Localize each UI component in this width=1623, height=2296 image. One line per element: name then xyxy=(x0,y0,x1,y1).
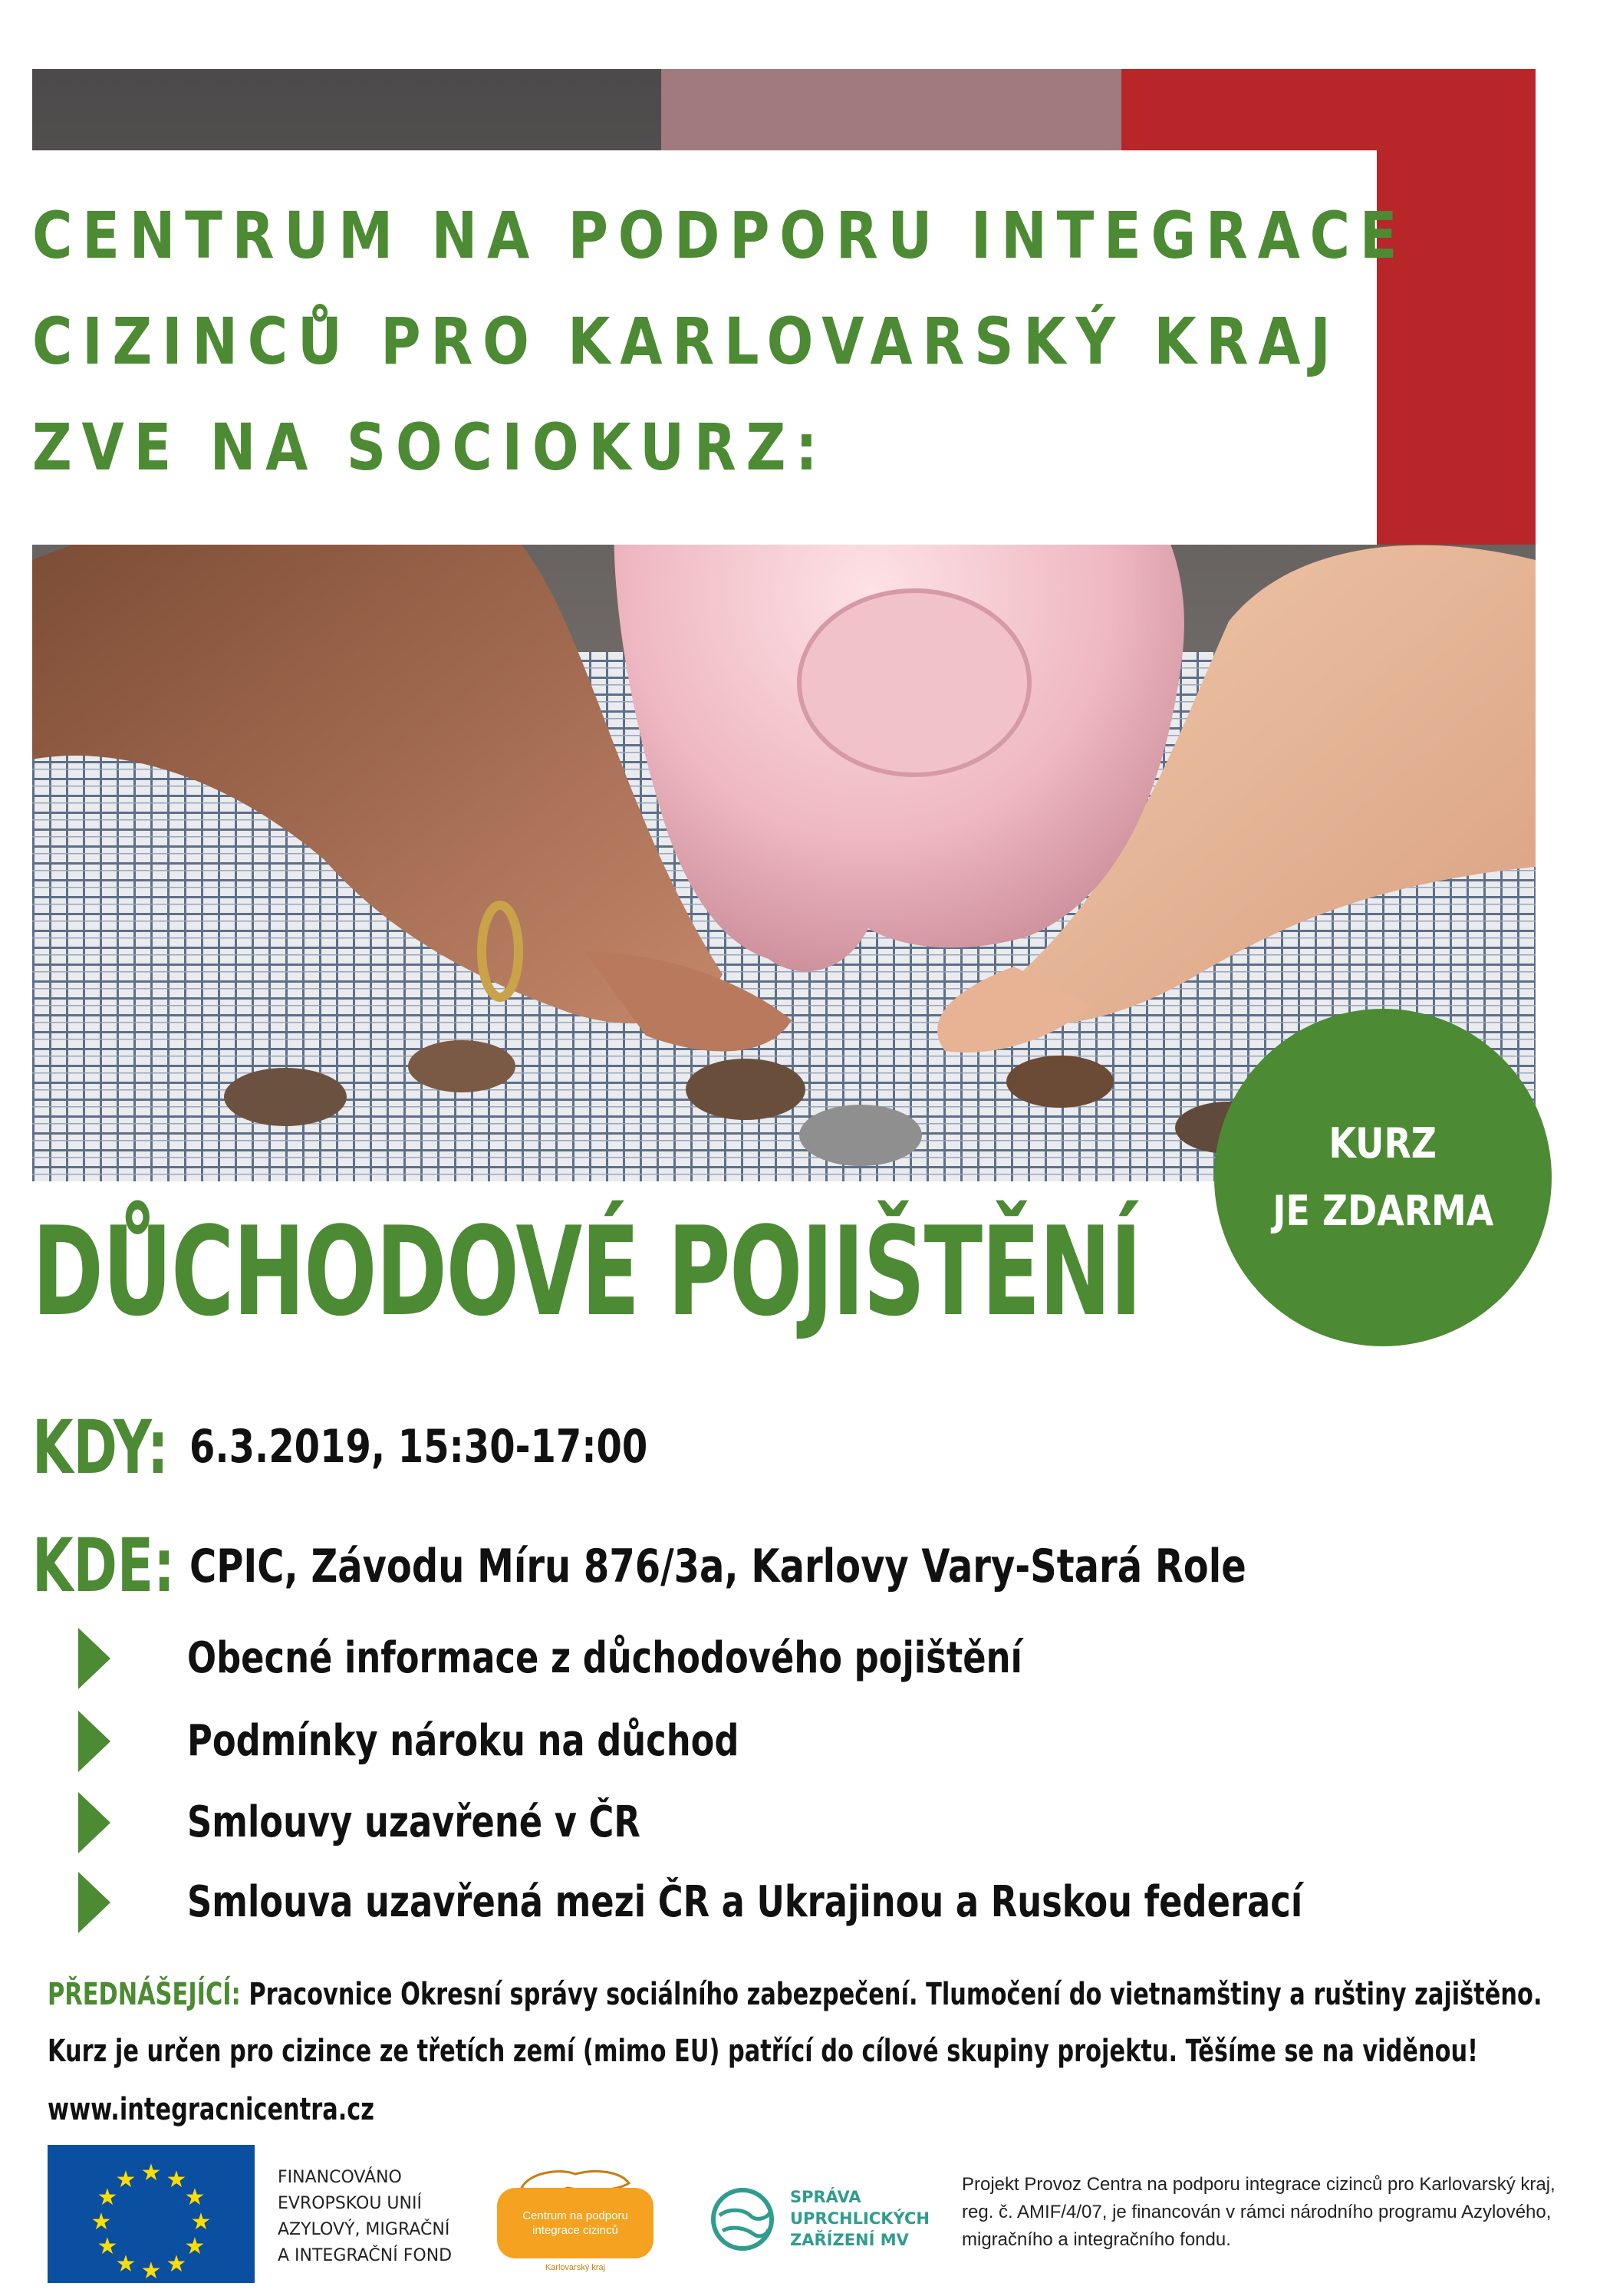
svg-text:★: ★ xyxy=(166,2252,187,2277)
eu-stars-icon xyxy=(48,2145,255,2283)
topic-text: Smlouvy uzavřené v ČR xyxy=(187,1797,640,1847)
svg-text:★: ★ xyxy=(91,2209,112,2235)
svg-text:★: ★ xyxy=(140,2160,162,2186)
badge-line-2: JE ZDARMA xyxy=(1272,1187,1493,1235)
where-value: CPIC, Závodu Míru 876/3a, Karlovy Vary-Stará Role xyxy=(189,1540,1246,1593)
funding-text xyxy=(278,2165,452,2269)
integration-center-logo xyxy=(491,2165,660,2280)
svg-text:★: ★ xyxy=(140,2258,162,2283)
svg-text:★: ★ xyxy=(115,2167,137,2192)
header-line-1: CENTRUM NA PODPORU INTEGRACE xyxy=(32,198,1407,273)
header-line-3: ZVE NA SOCIOKURZ: xyxy=(32,410,828,485)
header-box xyxy=(32,150,1407,545)
center-logo-subtitle: Karlovarský kraj xyxy=(545,2263,606,2272)
svg-text:★: ★ xyxy=(184,2185,206,2210)
header-line-2: CIZINCŮ PRO KARLOVARSKÝ KRAJ xyxy=(32,304,1341,379)
where-label: KDE: xyxy=(32,1523,175,1609)
project-line: Projekt Provoz Centra na podporu integrace cizinců pro Karlovarský kraj, xyxy=(962,2174,1556,2195)
globe-icon xyxy=(706,2185,782,2254)
svg-text:★: ★ xyxy=(115,2252,137,2277)
topic-text: Podmínky nároku na důchod xyxy=(187,1716,739,1766)
eu-flag-logo xyxy=(48,2145,255,2283)
sum-line: SPRÁVA xyxy=(790,2188,861,2206)
svg-text:★: ★ xyxy=(97,2234,118,2259)
when-label: KDY: xyxy=(32,1405,169,1491)
funding-line: AZYLOVÝ, MIGRAČNÍ xyxy=(278,2220,450,2239)
project-line: reg. č. AMIF/4/07, je financován v rámci národního programu Azylového, xyxy=(962,2202,1552,2222)
topic-text: Obecné informace z důchodového pojištění xyxy=(187,1633,1022,1683)
triangle-bullet-icon xyxy=(78,1872,110,1933)
svg-text:★: ★ xyxy=(166,2167,187,2192)
website-link[interactable]: www.integracnicentra.cz xyxy=(48,2092,375,2127)
topic-text: Smlouva uzavřená mezi ČR a Ukrajinou a Ruskou federací xyxy=(187,1877,1303,1927)
triangle-bullet-icon xyxy=(78,1628,110,1689)
refugee-facilities-logo xyxy=(706,2185,936,2254)
badge-line-1: KURZ xyxy=(1328,1119,1437,1168)
svg-text:★: ★ xyxy=(190,2209,212,2235)
when-value: 6.3.2019, 15:30-17:00 xyxy=(189,1420,648,1474)
funding-line: A INTEGRAČNÍ FOND xyxy=(278,2246,453,2265)
course-title: DŮCHODOVÉ POJIŠTĚNÍ xyxy=(32,1200,1141,1343)
audience-note: Kurz je určen pro cizince ze třetích zemí (mimo EU) patřící do cílové skupiny projektu. Těšíme se na viděnou! xyxy=(48,2034,1479,2069)
triangle-bullet-icon xyxy=(78,1792,110,1853)
svg-text:★: ★ xyxy=(97,2185,118,2210)
center-logo-line-2: integrace cizinců xyxy=(532,2224,618,2237)
funding-line: FINANCOVÁNO xyxy=(278,2168,402,2187)
lecturer-note xyxy=(48,1973,1542,2016)
lecturer-text: Pracovnice Okresní správy sociálního zabezpečení. Tlumočení do vietnamštiny a ruštiny zajištěno. xyxy=(249,1977,1542,2012)
center-logo-box xyxy=(497,2188,653,2258)
center-logo-line-1: Centrum na podporu xyxy=(522,2209,628,2222)
project-line: migračního a integračního fondu. xyxy=(962,2229,1231,2250)
lecturer-label: PŘEDNÁŠEJÍCÍ: xyxy=(48,1977,241,2012)
sum-text xyxy=(790,2186,930,2251)
free-course-badge xyxy=(1214,1009,1552,1346)
sum-line: UPRCHLICKÝCH xyxy=(790,2209,930,2228)
project-info-text xyxy=(962,2171,1556,2254)
funding-line: EVROPSKOU UNIÍ xyxy=(278,2194,422,2213)
triangle-bullet-icon xyxy=(78,1711,110,1772)
sum-line: ZAŘÍZENÍ MV xyxy=(790,2231,909,2249)
svg-text:★: ★ xyxy=(184,2234,206,2259)
